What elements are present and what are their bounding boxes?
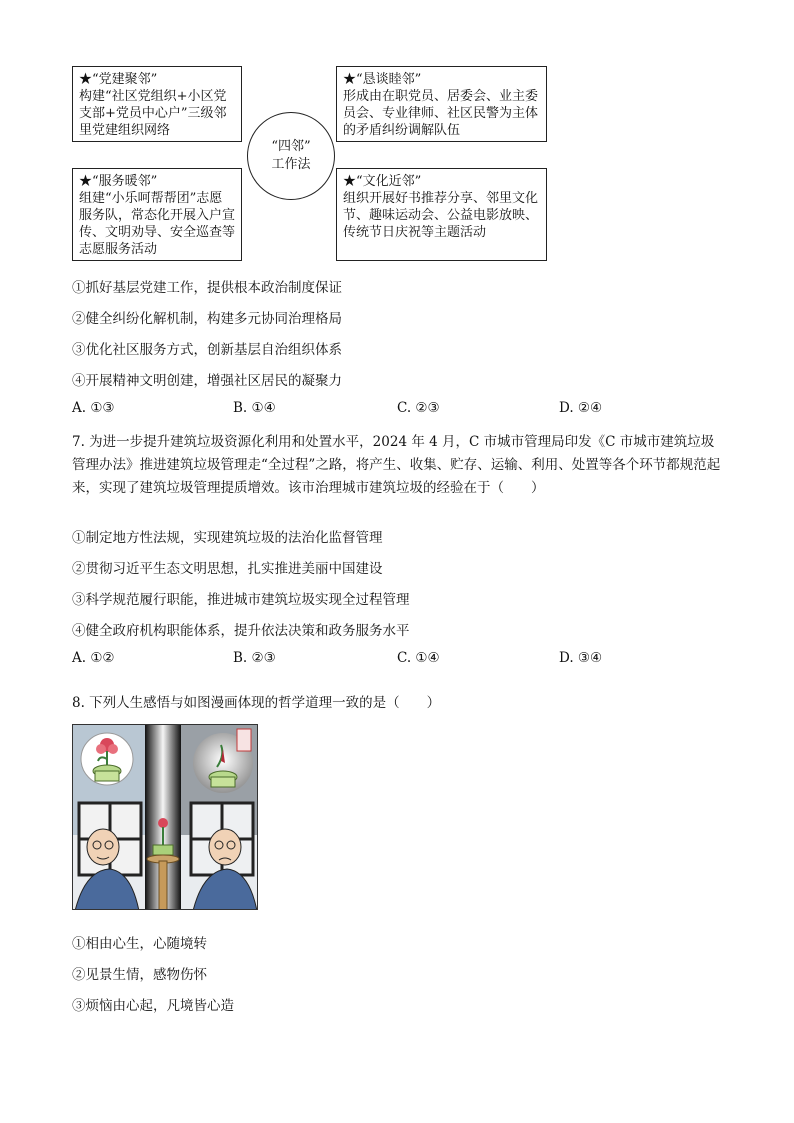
q6-option-d[interactable]: D. ②④	[559, 400, 603, 416]
q7-statement-4: ④健全政府机构职能体系，提升依法决策和政务服务水平	[72, 623, 410, 639]
q8-stem: 8. 下列人生感悟与如图漫画体现的哲学道理一致的是（ ）	[72, 695, 441, 711]
box-title: ★“服务暖邻”	[79, 174, 158, 189]
diagram-box-culture	[336, 168, 547, 261]
q6-option-c[interactable]: C. ②③	[397, 400, 440, 416]
q6-statement-1: ①抓好基层党建工作，提供根本政治制度保证	[72, 280, 342, 296]
q7-statement-3: ③科学规范履行职能，推进城市建筑垃圾实现全过程管理	[72, 592, 410, 608]
box-title: ★“党建聚邻”	[79, 72, 158, 87]
box-body: 构建“社区党组织+小区党支部+党员中心户”三级邻里党建组织网络	[79, 89, 227, 138]
diagram-center-circle	[247, 112, 335, 200]
q8-statement-2: ②见景生情，感物伤怀	[72, 967, 207, 983]
box-body: 组建“小乐呵帮帮团”志愿服务队，常态化开展入户宣传、文明劝导、安全巡查等志愿服务活动	[79, 191, 236, 257]
q8-statement-3: ③烦恼由心起，凡境皆心造	[72, 998, 234, 1014]
diagram-box-party-building	[72, 66, 242, 142]
diagram-box-dialogue	[336, 66, 547, 142]
q7-option-c[interactable]: C. ①④	[397, 650, 440, 666]
q7-option-d[interactable]: D. ③④	[559, 650, 603, 666]
q6-statement-4: ④开展精神文明创建，增强社区居民的凝聚力	[72, 373, 342, 389]
q7-statement-2: ②贯彻习近平生态文明思想，扎实推进美丽中国建设	[72, 561, 383, 577]
box-title: ★“恳谈睦邻”	[343, 72, 422, 87]
q6-option-b[interactable]: B. ①④	[233, 400, 276, 416]
cartoon-illustration	[73, 725, 258, 910]
center-line-1: “四邻”	[271, 139, 311, 154]
cartoon-image	[72, 724, 258, 910]
q6-statement-2: ②健全纠纷化解机制，构建多元协同治理格局	[72, 311, 342, 327]
q7-statement-1: ①制定地方性法规，实现建筑垃圾的法治化监督管理	[72, 530, 383, 546]
q7-option-b[interactable]: B. ②③	[233, 650, 276, 666]
center-line-2: 工作法	[271, 157, 311, 172]
q6-option-a[interactable]: A. ①③	[72, 400, 115, 416]
diagram-box-service	[72, 168, 242, 261]
q8-statement-1: ①相由心生，心随境转	[72, 936, 207, 952]
box-title: ★“文化近邻”	[343, 174, 422, 189]
q7-option-a[interactable]: A. ①②	[72, 650, 115, 666]
box-body: 组织开展好书推荐分享、邻里文化节、趣味运动会、公益电影放映、传统节日庆祝等主题活动	[343, 191, 539, 240]
q7-stem: 7. 为进一步提升建筑垃圾资源化利用和处置水平，2024 年 4 月，C 市城市管理局印发《C 市城市建筑垃圾管理办法》推进建筑垃圾管理走“全过程”之路，将产生、收集、贮存、运输、利用、处置等各个环节都规范起来，实现了建筑垃圾管理提质增效。该市治理城市建筑垃圾的经验在于（ ）	[72, 434, 721, 496]
q6-statement-3: ③优化社区服务方式，创新基层自治组织体系	[72, 342, 342, 358]
box-body: 形成由在职党员、居委会、业主委员会、专业律师、社区民警为主体的矛盾纠纷调解队伍	[343, 89, 539, 138]
